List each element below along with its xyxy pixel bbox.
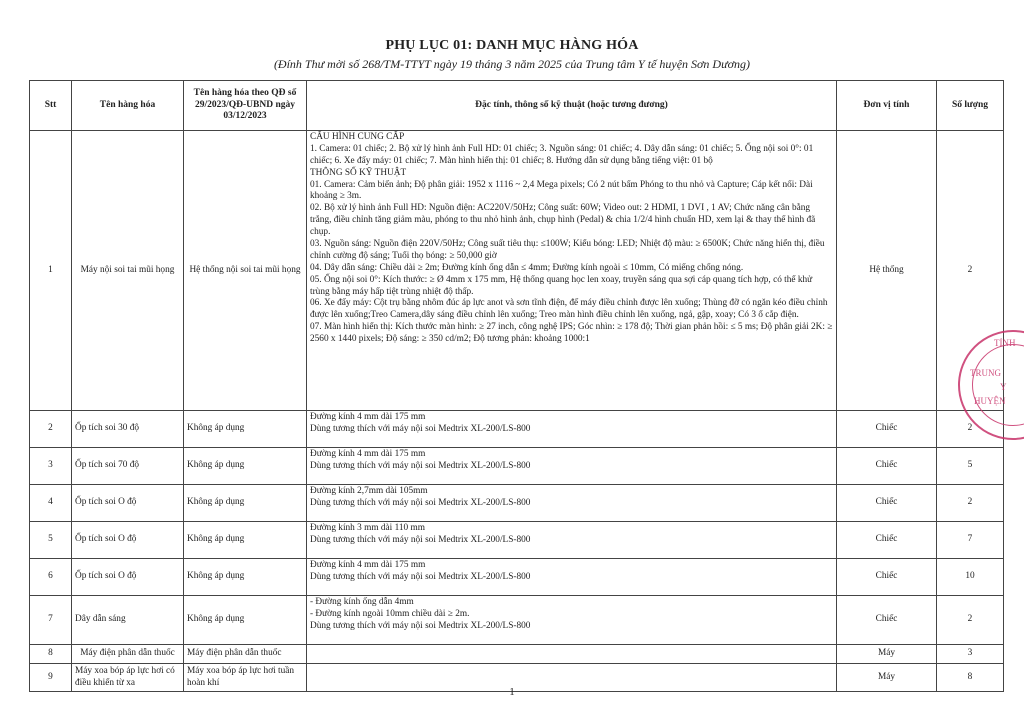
table-row [30,485,1004,522]
table-row [30,411,1004,448]
cell-qty: 2 [937,596,1004,645]
cell-qty: 10 [937,559,1004,596]
spec-line: Đường kính 4 mm dài 175 mm [310,449,426,459]
spec-line: Dùng tương thích với máy nội soi Medtrix XL-200/LS-800 [310,534,531,545]
cell-qd-name: Không áp dụng [184,522,307,559]
cell-name: Ốp tích soi O độ [72,522,184,559]
header-qty: Số lượng [937,81,1004,131]
cell-unit: Hệ thống [837,131,937,411]
cell-unit: Máy [837,645,937,664]
cell-qd-name: Hệ thống nội soi tai mũi họng [184,131,307,411]
spec-line: 03. Nguồn sáng: Nguồn điện 220V/50Hz; Công suất tiêu thụ: ≤100W; Kiểu bóng: LED; Nhiệt độ màu: ≥ 6500K; Chức năng hiển thị, điều chỉnh cường độ sáng; Tuổi thọ bóng: ≥ 50,000 giờ [310,239,825,261]
cell-name: Máy điện phân dẫn thuốc [72,645,184,664]
cell-stt: 8 [30,645,72,664]
cell-unit: Máy [837,664,937,692]
header-name: Tên hàng hóa [72,81,184,131]
cell-unit: Chiếc [837,411,937,448]
spec-line: 01. Camera: Cảm biến ảnh; Độ phân giải: 1952 x 1116 ~ 2,4 Mega pixels; Có 2 nút bấm Phóng to thu nhỏ và Capture; Cáp kết nối: Dài khoảng ≥ 3m. [310,179,813,202]
spec-line: - Đường kính ngoài 10mm chiều dài ≥ 2m. [310,608,470,619]
cell-qd-name: Không áp dụng [184,485,307,522]
spec-line: Dùng tương thích với máy nội soi Medtrix XL-200/LS-800 [310,423,531,434]
spec-line: Dùng tương thích với máy nội soi Medtrix XL-200/LS-800 [310,497,531,508]
table-row [30,645,1004,664]
cell-spec [307,645,837,664]
cell-stt: 2 [30,411,72,448]
header-stt: Stt [30,81,72,131]
cell-qd-name: Máy xoa bóp áp lực hơi tuần hoàn khí [184,664,307,692]
spec-line: Đường kính 2,7mm dài 105mm [310,486,428,496]
seal-text-mid: TRUNG [970,368,1001,378]
header-spec: Đặc tính, thông số kỹ thuật (hoặc tương đương) [307,81,837,131]
cell-unit: Chiếc [837,448,937,485]
spec-line: 05. Ống nội soi 0°: Kích thước: ≥ Ø 4mm x 175 mm, Hệ thống quang học len xoay, truyền sáng qua sợi cáp quang tích hợp, có thể khử trùng bằng máy hấp tiệt trùng nhiệt độ thấp. [310,274,813,297]
seal-text-top: TỈNH [994,338,1016,348]
table-row [30,448,1004,485]
cell-unit: Chiếc [837,596,937,645]
page-number: 1 [509,686,515,698]
cell-unit: Chiếc [837,559,937,596]
seal-text-y: Y [1000,382,1007,392]
spec-line: - Đường kính ống dẫn 4mm [310,597,414,607]
header-unit: Đơn vị tính [837,81,937,131]
cell-qd-name: Không áp dụng [184,559,307,596]
cell-stt: 6 [30,559,72,596]
cell-spec [307,411,837,448]
cell-name: Ốp tích soi 70 độ [72,448,184,485]
spec-line: Đường kính 3 mm dài 110 mm [310,523,425,533]
table-row [30,131,1004,411]
cell-name: Ốp tích soi O độ [72,559,184,596]
table-row [30,559,1004,596]
cell-name: Máy nội soi tai mũi họng [72,131,184,411]
cell-name: Dây dẫn sáng [72,596,184,645]
spec-line: 04. Dây dẫn sáng: Chiều dài ≥ 2m; Đường kính ống dẫn ≤ 4mm; Đường kính ngoài ≤ 10mm, Có miếng chống nóng. [310,262,744,273]
seal-text-bottom: HUYỆN [974,396,1006,406]
cell-unit: Chiếc [837,522,937,559]
spec-line: Dùng tương thích với máy nội soi Medtrix XL-200/LS-800 [310,460,531,471]
cell-stt: 7 [30,596,72,645]
spec-line: 06. Xe đẩy máy: Cột trụ bằng nhôm đúc áp lực anot và sơn tĩnh điện, đế máy điều chỉnh được lên xuống; Thùng đỡ có ngăn kéo điều chỉnh được lên xuống;Treo Camera,dây sáng điều chỉnh lên xuống; Treo màn hình điều chỉnh lên xuống, ngả, gập, xoay; Có 3 ổ cắp điện. [310,298,828,321]
spec-line: Đường kính 4 mm dài 175 mm [310,560,426,570]
cell-qty: 5 [937,448,1004,485]
spec-line: 02. Bộ xử lý hình ảnh Full HD: Nguồn điện: AC220V/50Hz; Công suất: 60W; Video out: 2 HDMI, 1 DVI , 1 AV; Chức năng cân bằng trắng, điều chỉnh tăng giảm màu, phóng to thu nhỏ hình ảnh, chụp hình (Pedal) & chia 1/2/4 hình chuẩn HD, xem lại & thay thế hình đã chụp. [310,203,816,238]
document-subtitle: (Đính Thư mời số 268/TM-TTYT ngày 19 tháng 3 năm 2025 của Trung tâm Y tế huyện Sơn Dương) [273,57,751,71]
table-header-row [30,81,1004,131]
spec-line: CẤU HÌNH CUNG CẤP [310,132,405,142]
spec-line: 07. Màn hình hiển thị: Kích thước màn hình: ≥ 27 inch, công nghệ IPS; Góc nhìn: ≥ 178 độ; Thời gian phản hồi: ≤ 5 ms; Độ phân giải 2K: ≥ 2560 x 1440 pixels; Độ sáng: ≥ 350 cd/m2; Độ tương phản: khoảng 1000:1 [310,322,833,345]
cell-name: Ốp tích soi O độ [72,485,184,522]
cell-spec [307,448,837,485]
cell-spec [307,485,837,522]
header-qd-name: Tên hàng hóa theo QĐ số 29/2023/QĐ-UBND ngày 03/12/2023 [184,81,307,131]
cell-stt: 5 [30,522,72,559]
cell-qty: 2 [937,411,1004,448]
goods-table [29,80,1004,692]
spec-line: Dùng tương thích với máy nội soi Medtrix XL-200/LS-800 [310,571,531,582]
cell-spec [307,596,837,645]
table-row [30,522,1004,559]
spec-line: THÔNG SỐ KỸ THUẬT [310,167,407,178]
table-row [30,596,1004,645]
cell-name: Máy xoa bóp áp lực hơi có điều khiển từ xa [72,664,184,692]
cell-name: Ốp tích soi 30 độ [72,411,184,448]
document-title: PHỤ LỤC 01: DANH MỤC HÀNG HÓA [385,38,639,53]
cell-spec [307,522,837,559]
spec-line: Đường kính 4 mm dài 175 mm [310,412,426,422]
seal-inner-ring [972,344,1024,426]
cell-qd-name: Máy điện phân dẫn thuốc [184,645,307,664]
spec-line: Dùng tương thích với máy nội soi Medtrix XL-200/LS-800 [310,620,531,631]
cell-stt: 9 [30,664,72,692]
cell-qty: 2 [937,131,1004,411]
cell-spec [307,559,837,596]
spec-line: 1. Camera: 01 chiếc; 2. Bộ xử lý hình ảnh Full HD: 01 chiếc; 3. Nguồn sáng: 01 chiếc; 4. Dây dẫn sáng: 01 chiếc; 5. Ống nội soi 0°: 01 chiếc; 6. Xe đẩy máy: 01 chiếc; 7. Màn hình hiển thị: 01 chiếc; 8. Hướng dẫn sử dụng bằng tiếng việt: 01 bộ [310,143,814,166]
cell-stt: 4 [30,485,72,522]
cell-qd-name: Không áp dụng [184,448,307,485]
cell-qty: 2 [937,485,1004,522]
cell-qty: 3 [937,645,1004,664]
cell-qd-name: Không áp dụng [184,596,307,645]
cell-qty: 8 [937,664,1004,692]
cell-spec [307,131,837,411]
cell-stt: 1 [30,131,72,411]
cell-stt: 3 [30,448,72,485]
cell-qd-name: Không áp dụng [184,411,307,448]
cell-qty: 7 [937,522,1004,559]
cell-unit: Chiếc [837,485,937,522]
